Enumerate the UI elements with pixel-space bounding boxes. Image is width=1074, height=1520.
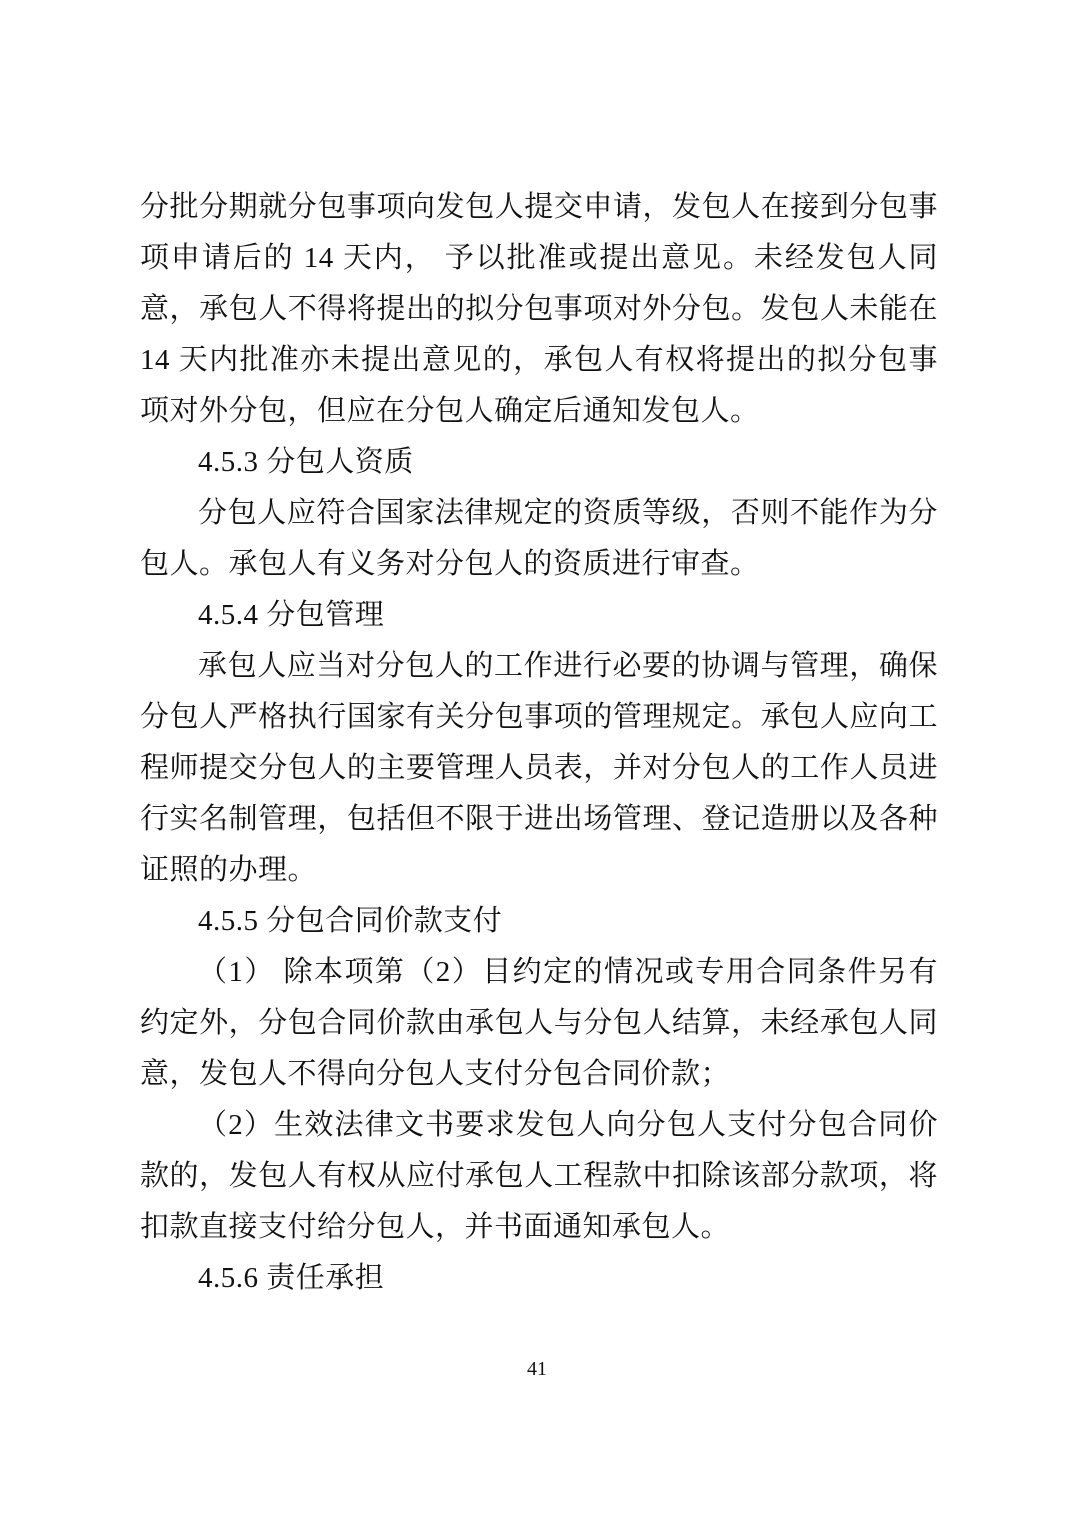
document-body — [140, 182, 938, 1304]
page-number: 41 — [527, 1358, 547, 1380]
section-heading-4-5-6: 4.5.6 责任承担 — [198, 1262, 385, 1294]
paragraph-subcontract-management: 承包人应当对分包人的工作进行必要的协调与管理，确保分包人严格执行国家有关分包事项的管理规定。承包人应向工程师提交分包人的主要管理人员表，并对分包人的工作人员进行实名制管理，包括但不限于进出场管理、登记造册以及各种证照的办理。 — [140, 650, 938, 886]
paragraph-subcontractor-qualification: 分包人应符合国家法律规定的资质等级，否则不能作为分包人。承包人有义务对分包人的资质进行审查。 — [140, 497, 938, 580]
section-heading-4-5-3: 4.5.3 分包人资质 — [198, 446, 414, 478]
section-heading-4-5-4: 4.5.4 分包管理 — [198, 599, 385, 631]
paragraph-payment-item-1: （1） 除本项第（2）目约定的情况或专用合同条件另有约定外，分包合同价款由承包人与分包人结算，未经承包人同意，发包人不得向分包人支付分包合同价款； — [140, 956, 938, 1090]
paragraph-continuation: 分批分期就分包事项向发包人提交申请，发包人在接到分包事项申请后的 14 天内， 予以批准或提出意见。未经发包人同意，承包人不得将提出的拟分包事项对外分包。发包人未能在 14 天内批准亦未提出意见的，承包人有权将提出的拟分包事项对外分包，但应在分包人确定后通知发包人。 — [140, 191, 938, 427]
section-heading-4-5-5: 4.5.5 分包合同价款支付 — [198, 905, 503, 937]
paragraph-payment-item-2: （2）生效法律文书要求发包人向分包人支付分包合同价款的，发包人有权从应付承包人工程款中扣除该部分款项，将扣款直接支付给分包人，并书面通知承包人。 — [140, 1109, 938, 1243]
